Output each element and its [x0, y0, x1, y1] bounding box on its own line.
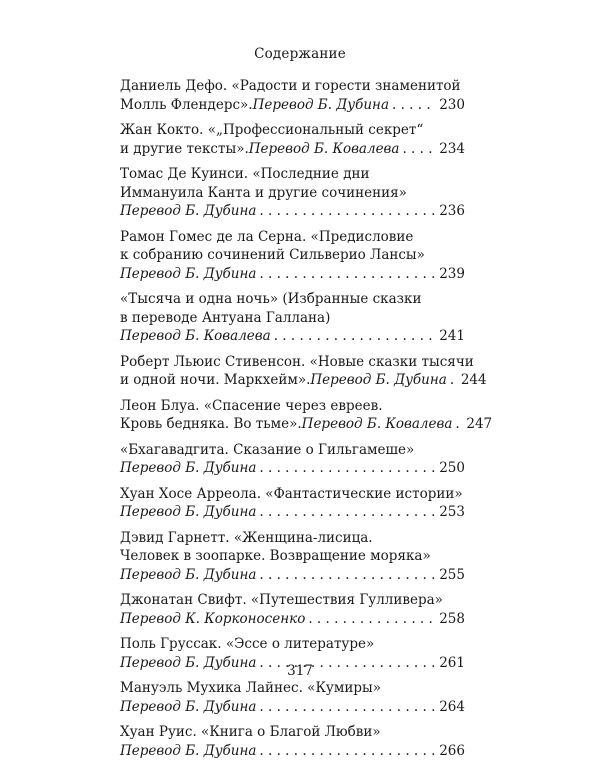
toc-entry	[120, 77, 465, 114]
toc-entry-page-number: 266	[439, 742, 465, 759]
toc-entry	[120, 397, 493, 434]
toc-entry-page-number: 234	[439, 140, 465, 157]
toc-entry-translator: Перевод Б. Ковалева	[120, 328, 271, 344]
toc-entry-last-line	[120, 327, 465, 346]
toc-entry-translator: Перевод Б. Дубина	[120, 698, 257, 715]
toc-entry-page-number: 258	[439, 610, 465, 627]
toc-entry-title-line: Хуан Руис. «Книга о Благой Любви»	[120, 724, 381, 740]
toc-entry-page-number: 250	[439, 460, 465, 476]
dot-leader	[259, 566, 436, 585]
dot-leader	[274, 327, 437, 346]
toc-entry	[120, 290, 465, 346]
dot-leader	[402, 140, 436, 159]
toc-entry-translator: Перевод Б. Дубина	[120, 265, 257, 282]
toc-entry	[120, 121, 465, 158]
toc-entry	[120, 165, 465, 221]
page-number: 317	[287, 663, 313, 679]
toc-entry-last-line	[120, 96, 465, 115]
page-header-title: Содержание	[254, 46, 346, 62]
toc-entry-last-line	[120, 459, 465, 478]
toc-entry-translator: Перевод Б. Дубина	[120, 654, 257, 671]
dot-leader	[450, 371, 458, 390]
dot-leader	[259, 742, 436, 761]
toc-entry-title-line: Джонатан Свифт. «Путешествия Гулливера»	[120, 592, 443, 608]
toc-entry	[120, 228, 465, 284]
toc-entry-page-number: 261	[439, 654, 465, 671]
dot-leader	[392, 96, 436, 115]
toc-entry-last-line	[120, 610, 465, 629]
toc-entry-title-line: «Тысяча и одна ночь» (Избранные сказки	[120, 291, 422, 307]
toc-entry-title-line: Томас Де Куинси. «Последние дни	[120, 166, 370, 182]
toc-entry	[120, 441, 465, 478]
toc-entry-last-line	[120, 371, 487, 390]
toc-entry-page-number: 255	[439, 566, 465, 583]
toc-entry-last-line	[120, 140, 465, 159]
toc-entry-title-line: Дэвид Гарнетт. «Женщина-лисица.	[120, 529, 373, 546]
toc-entry-translator: Перевод Б. Дубина	[120, 566, 257, 583]
toc-entry	[120, 485, 465, 522]
toc-entry	[120, 529, 465, 585]
toc-entry-title-line: Человек в зоопарке. Возвращение моряка»	[120, 548, 431, 564]
toc-entry-last-line	[120, 566, 465, 585]
toc-entry-title-line: Мануэль Мухика Лайнес. «Кумиры»	[120, 680, 381, 696]
toc-entry-title-line: Жан Кокто. «„Профессиональный секрет“	[120, 122, 424, 138]
toc-entry-page-number: 241	[439, 328, 465, 344]
toc-entry-page-number: 244	[460, 372, 487, 388]
toc-entry-title-line: Иммануила Канта и другие сочинения»	[120, 184, 407, 201]
toc-entry-translator: Перевод Б. Дубина	[120, 742, 257, 759]
toc-entry-title-tail: Молль Флендерс».	[120, 96, 253, 113]
toc-entry-title-tail: Кровь бедняка. Во тьме».	[120, 416, 302, 432]
toc-entry-title-line: к собранию сочинений Сильверио Лансы»	[120, 247, 425, 263]
toc-entry-last-line	[120, 698, 465, 717]
toc-entry-page-number: 253	[439, 504, 465, 520]
toc-entry-title-line: Поль Груссак. «Эссе о литературе»	[120, 636, 375, 652]
toc-entry-title-tail: и одной ночи. Маркхейм».	[120, 372, 311, 388]
dot-leader	[259, 265, 436, 284]
toc-entry	[120, 591, 465, 628]
dot-leader	[455, 415, 463, 434]
dot-leader	[308, 610, 436, 629]
toc-entry-title-line: Даниель Дефо. «Радости и горести знаменитой	[120, 78, 461, 94]
toc-entry-last-line	[120, 503, 465, 522]
toc-entry-title-line: Роберт Льюис Стивенсон. «Новые сказки тысячи	[120, 353, 474, 370]
toc-entry-page-number: 230	[439, 96, 465, 113]
toc-entry	[120, 353, 487, 390]
toc-entry-translator: Перевод Б. Ковалева	[248, 140, 400, 157]
toc-entry-last-line	[120, 742, 465, 761]
toc-entry-last-line	[120, 202, 465, 221]
toc-entry-title-line: Леон Блуа. «Спасение через евреев.	[120, 397, 383, 414]
toc-entry-translator: Перевод Б. Дубина	[310, 372, 447, 388]
toc-entry-page-number: 236	[439, 203, 465, 219]
toc-entry-translator: Перевод Б. Дубина	[120, 460, 257, 476]
toc-entry-translator: Перевод К. Корконосенко	[120, 610, 306, 627]
toc-entry-translator: Перевод Б. Дубина	[120, 504, 257, 520]
toc-entry	[120, 679, 465, 716]
toc-entry-title-tail: и другие тексты».	[120, 140, 249, 157]
toc-entry-page-number: 264	[439, 698, 465, 715]
toc-entry-translator: Перевод Б. Ковалева	[301, 416, 453, 432]
toc-entry	[120, 723, 465, 760]
toc-entry-last-line	[120, 415, 493, 434]
toc-entry-translator: Перевод Б. Дубина	[120, 203, 257, 219]
toc-entry-title-line: «Бхагавадгита. Сказание о Гильгамеше»	[120, 441, 415, 458]
dot-leader	[259, 698, 436, 717]
dot-leader	[259, 459, 436, 478]
dot-leader	[259, 202, 436, 221]
toc-entry-page-number: 239	[439, 265, 465, 282]
toc-entry-page-number: 247	[466, 416, 493, 432]
toc-entry-title-line: Рамон Гомес де ла Серна. «Предисловие	[120, 228, 414, 245]
toc-entry-title-line: в переводе Антуана Галлана)	[120, 309, 331, 326]
toc-entry-translator: Перевод Б. Дубина	[252, 96, 389, 113]
dot-leader	[259, 503, 436, 522]
toc-entry-last-line	[120, 265, 465, 284]
toc-entry-title-line: Хуан Хосе Арреола. «Фантастические истории»	[120, 485, 463, 502]
